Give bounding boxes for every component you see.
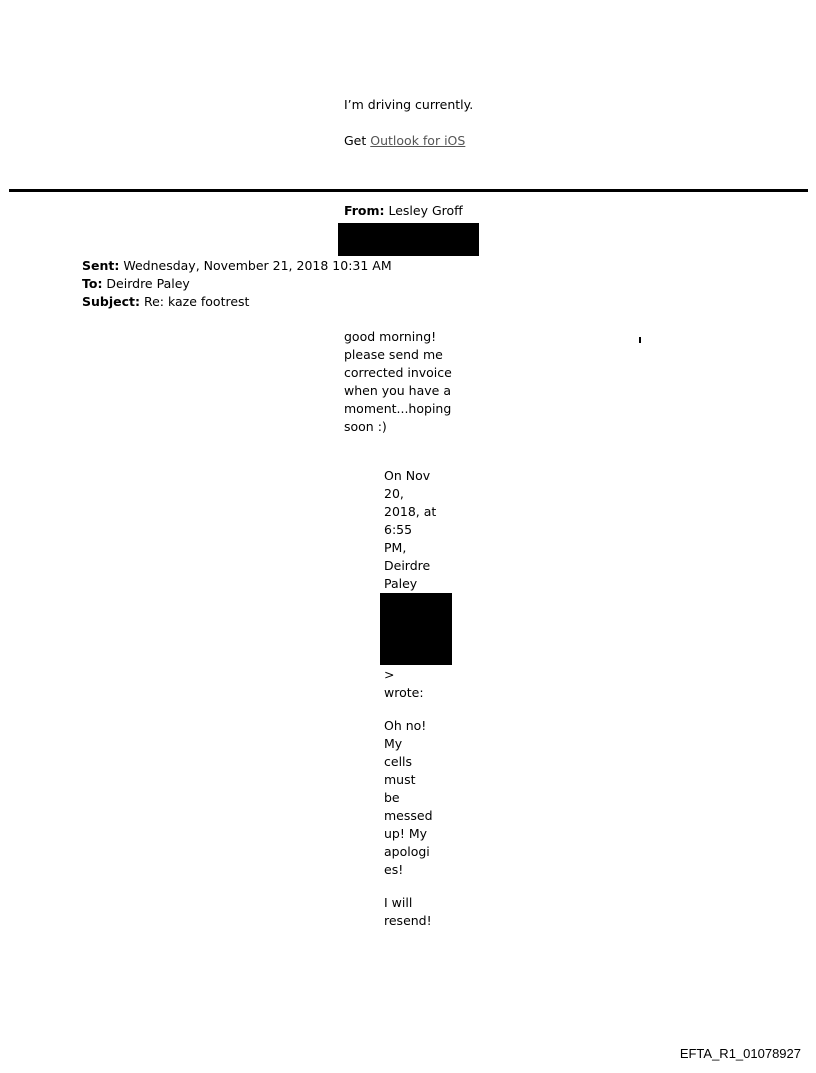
from-label: From: bbox=[344, 203, 385, 218]
get-outlook-line bbox=[344, 132, 465, 150]
body-line: soon :) bbox=[344, 419, 387, 434]
quoted-line: Deirdre bbox=[384, 558, 431, 573]
body-line: when you have a bbox=[344, 383, 451, 398]
to-value: Deirdre Paley bbox=[102, 276, 190, 291]
from-line bbox=[344, 202, 463, 220]
quoted-line: Oh no! bbox=[384, 718, 427, 733]
reply-line: I’m driving currently. bbox=[344, 97, 474, 112]
quoted-line: On Nov bbox=[384, 468, 431, 483]
quoted-line: PM, bbox=[384, 540, 407, 555]
quoted-line: I will bbox=[384, 895, 413, 910]
quoted-line: es! bbox=[384, 862, 404, 877]
redaction-block-email bbox=[380, 593, 452, 665]
sent-line bbox=[82, 257, 392, 275]
quoted-line: > bbox=[384, 667, 395, 682]
outlook-for-ios-link[interactable]: Outlook for iOS bbox=[370, 133, 466, 148]
to-line bbox=[82, 275, 190, 293]
body-line: please send me bbox=[344, 347, 443, 362]
quoted-intro bbox=[384, 467, 436, 593]
sent-value: Wednesday, November 21, 2018 10:31 AM bbox=[119, 258, 392, 273]
quoted-closing bbox=[384, 894, 432, 930]
quoted-line: up! My bbox=[384, 826, 428, 841]
subject-label: Subject: bbox=[82, 294, 140, 309]
quoted-line: Paley bbox=[384, 576, 418, 591]
quoted-message bbox=[384, 717, 433, 879]
quoted-line: cells bbox=[384, 754, 413, 769]
quoted-line: My bbox=[384, 736, 403, 751]
quoted-line: must bbox=[384, 772, 416, 787]
subject-value: Re: kaze footrest bbox=[140, 294, 250, 309]
quoted-line: messed bbox=[384, 808, 433, 823]
quoted-line: 6:55 bbox=[384, 522, 413, 537]
from-value: Lesley Groff bbox=[384, 203, 463, 218]
subject-line bbox=[82, 293, 249, 311]
document-id: EFTA_R1_01078927 bbox=[679, 1046, 801, 1061]
stray-mark bbox=[639, 337, 641, 343]
body-line: moment...hoping bbox=[344, 401, 452, 416]
quoted-wrote bbox=[384, 666, 424, 702]
get-prefix: Get bbox=[344, 133, 371, 148]
body-line: corrected invoice bbox=[344, 365, 452, 380]
redaction-block bbox=[338, 223, 479, 256]
message-body bbox=[344, 328, 452, 436]
sent-label: Sent: bbox=[82, 258, 120, 273]
quoted-line: resend! bbox=[384, 913, 432, 928]
quoted-line: apologi bbox=[384, 844, 430, 859]
quoted-line: 20, bbox=[384, 486, 404, 501]
quoted-line: be bbox=[384, 790, 400, 805]
quoted-line: 2018, at bbox=[384, 504, 437, 519]
body-line: good morning! bbox=[344, 329, 437, 344]
quoted-line: wrote: bbox=[384, 685, 424, 700]
to-label: To: bbox=[82, 276, 103, 291]
separator-rule bbox=[9, 189, 808, 192]
